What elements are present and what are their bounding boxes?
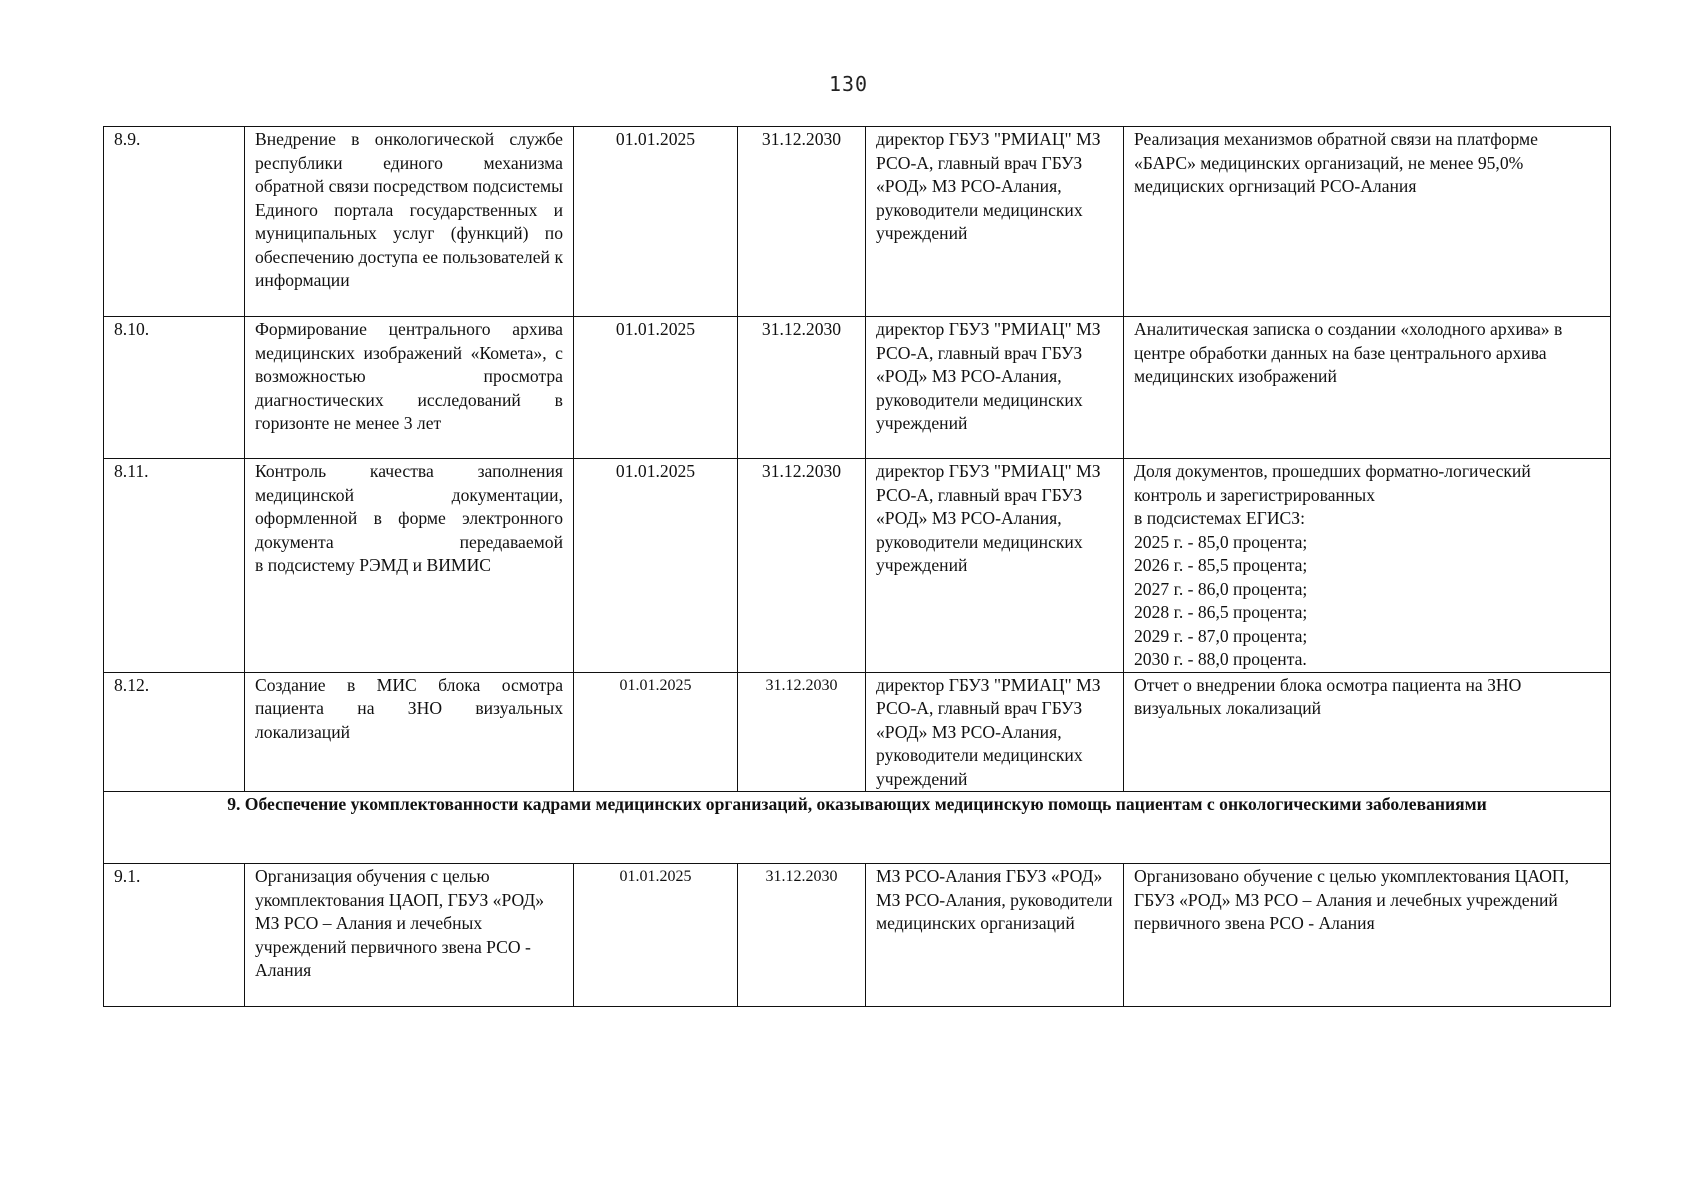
section-header-row [104, 792, 1611, 864]
responsible: директор ГБУЗ "РМИАЦ" МЗ РСО-А, главный врач ГБУЗ «РОД» МЗ РСО-Алания, руководители медицинских учреждений [866, 127, 1124, 317]
start-date: 01.01.2025 [574, 672, 738, 792]
row-description-cell [245, 459, 574, 673]
row-number: 8.9. [104, 127, 245, 317]
end-date: 31.12.2030 [738, 672, 866, 792]
expected-result: Аналитическая записка о создании «холодного архива» в центре обработки данных на базе центрального архива медицинских изображений [1124, 317, 1611, 459]
expected-result: Организовано обучение с целью укомплектования ЦАОП, ГБУЗ «РОД» МЗ РСО – Алания и лечебных учреждений первичного звена РСО - Алания [1124, 864, 1611, 1007]
start-date: 01.01.2025 [574, 864, 738, 1007]
expected-result: Отчет о внедрении блока осмотра пациента на ЗНО визуальных локализаций [1124, 672, 1611, 792]
plan-table [103, 126, 1611, 1007]
table-row [104, 317, 1611, 459]
row-number: 8.11. [104, 459, 245, 673]
responsible: директор ГБУЗ "РМИАЦ" МЗ РСО-А, главный врач ГБУЗ «РОД» МЗ РСО-Алания, руководители медицинских учреждений [866, 672, 1124, 792]
section-title: 9. Обеспечение укомплектованности кадрами медицинских организаций, оказывающих медицинскую помощь пациентам с онкологическими заболеваниями [104, 792, 1611, 864]
table-row [104, 127, 1611, 317]
table-row [104, 864, 1611, 1007]
end-date: 31.12.2030 [738, 864, 866, 1007]
row-description: Внедрение в онкологической службе республики единого механизма обратной связи посредством подсистемы Единого портала государственных и муниципальных услуг (функций) по обеспечению доступа ее пользователей к информации [245, 127, 574, 317]
expected-result: Доля документов, прошедших форматно-логический контроль и зарегистрированных в подсистемах ЕГИСЗ: 2025 г. - 85,0 процента; 2026 г. - 85,5 процента; 2027 г. - 86,0 процента; 2028 г. - 86,5 процента; 2029 г. - 87,0 процента; 2030 г. - 88,0 процента. [1124, 459, 1611, 673]
row-description: Создание в МИС блока осмотра пациента на ЗНО визуальных локализаций [245, 672, 574, 792]
row-number: 9.1. [104, 864, 245, 1007]
row-description: Организация обучения с целью укомплектования ЦАОП, ГБУЗ «РОД» МЗ РСО – Алания и лечебных учреждений первичного звена РСО - Алания [245, 864, 574, 1007]
row-description-continued: в подсистему РЭМД и ВИМИС [255, 555, 492, 575]
row-description: Формирование центрального архива медицинских изображений «Комета», с возможностью просмотра диагностических исследований в горизонте не менее 3 лет [245, 317, 574, 459]
table-row [104, 459, 1611, 673]
page-number: 130 [828, 72, 869, 96]
responsible: директор ГБУЗ "РМИАЦ" МЗ РСО-А, главный врач ГБУЗ «РОД» МЗ РСО-Алания, руководители медицинских учреждений [866, 459, 1124, 673]
start-date: 01.01.2025 [574, 459, 738, 673]
expected-result: Реализация механизмов обратной связи на платформе «БАРС» медицинских организаций, не менее 95,0% медициских оргнизаций РСО-Алания [1124, 127, 1611, 317]
row-number: 8.12. [104, 672, 245, 792]
row-description: Контроль качества заполнения медицинской документации, оформленной в форме электронного документа передаваемой [255, 461, 563, 552]
end-date: 31.12.2030 [738, 459, 866, 673]
start-date: 01.01.2025 [574, 317, 738, 459]
responsible: МЗ РСО-Алания ГБУЗ «РОД» МЗ РСО-Алания, руководители медицинских организаций [866, 864, 1124, 1007]
row-number: 8.10. [104, 317, 245, 459]
table-row [104, 672, 1611, 792]
responsible: директор ГБУЗ "РМИАЦ" МЗ РСО-А, главный врач ГБУЗ «РОД» МЗ РСО-Алания, руководители медицинских учреждений [866, 317, 1124, 459]
end-date: 31.12.2030 [738, 317, 866, 459]
end-date: 31.12.2030 [738, 127, 866, 317]
start-date: 01.01.2025 [574, 127, 738, 317]
